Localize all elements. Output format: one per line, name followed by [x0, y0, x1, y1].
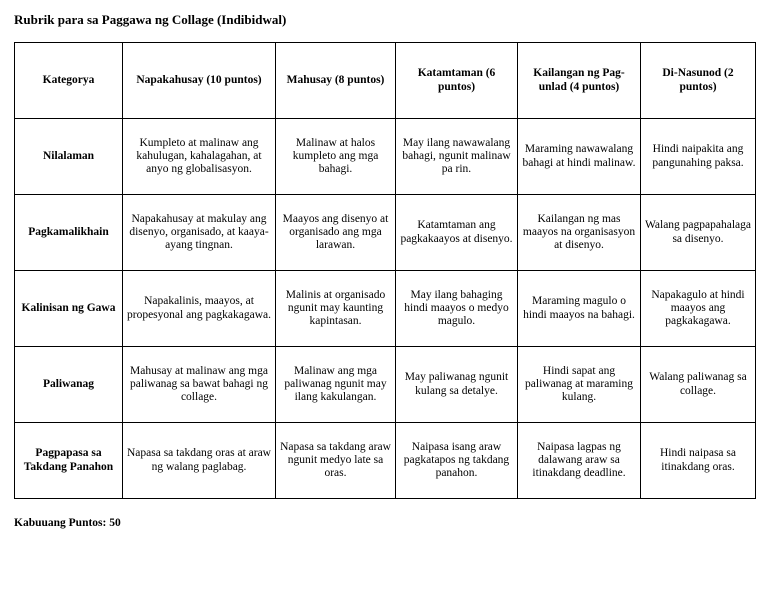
table-cell: Napakahusay at makulay ang disenyo, organisado, at kaaya-ayang tingnan.	[123, 195, 276, 271]
table-cell: Napakagulo at hindi maayos ang pagkakagawa.	[641, 271, 756, 347]
table-cell: Malinaw ang mga paliwanag ngunit may ilang kakulangan.	[276, 347, 396, 423]
category-cell: Kalinisan ng Gawa	[15, 271, 123, 347]
table-cell: Maraming magulo o hindi maayos na bahagi.	[518, 271, 641, 347]
table-cell: Katamtaman ang pagkakaayos at disenyo.	[396, 195, 518, 271]
table-cell: Maayos ang disenyo at organisado ang mga larawan.	[276, 195, 396, 271]
table-cell: May ilang nawawalang bahagi, ngunit malinaw pa rin.	[396, 119, 518, 195]
rubric-table	[14, 42, 756, 499]
table-cell: Malinaw at halos kumpleto ang mga bahagi.	[276, 119, 396, 195]
table-cell: Hindi sapat ang paliwanag at maraming kulang.	[518, 347, 641, 423]
table-cell: May ilang bahaging hindi maayos o medyo magulo.	[396, 271, 518, 347]
header-kategorya: Kategorya	[15, 43, 123, 119]
table-cell: Napasa sa takdang oras at araw ng walang paglabag.	[123, 423, 276, 499]
page-title: Rubrik para sa Paggawa ng Collage (Indibidwal)	[14, 12, 287, 27]
table-cell: Mahusay at malinaw ang mga paliwanag sa bawat bahagi ng collage.	[123, 347, 276, 423]
table-cell: Kailangan ng mas maayos na organisasyon at disenyo.	[518, 195, 641, 271]
table-cell: Walang pagpapahalaga sa disenyo.	[641, 195, 756, 271]
category-cell: Pagkamalikhain	[15, 195, 123, 271]
header-katamtaman: Katamtaman (6 puntos)	[396, 43, 518, 119]
table-row	[15, 195, 756, 271]
header-di-nasunod: Di-Nasunod (2 puntos)	[641, 43, 756, 119]
table-cell: May paliwanag ngunit kulang sa detalye.	[396, 347, 518, 423]
table-row	[15, 423, 756, 499]
table-row	[15, 271, 756, 347]
table-cell: Napasa sa takdang araw ngunit medyo late sa oras.	[276, 423, 396, 499]
table-cell: Malinis at organisado ngunit may kaunting kapintasan.	[276, 271, 396, 347]
header-mahusay: Mahusay (8 puntos)	[276, 43, 396, 119]
table-cell: Maraming nawawalang bahagi at hindi malinaw.	[518, 119, 641, 195]
table-cell: Hindi naipasa sa itinakdang oras.	[641, 423, 756, 499]
category-cell: Nilalaman	[15, 119, 123, 195]
table-cell: Kumpleto at malinaw ang kahulugan, kahalagahan, at anyo ng globalisasyon.	[123, 119, 276, 195]
category-cell: Pagpapasa sa Takdang Panahon	[15, 423, 123, 499]
table-cell: Naipasa lagpas ng dalawang araw sa itinakdang deadline.	[518, 423, 641, 499]
total-points: Kabuuang Puntos: 50	[14, 517, 121, 529]
category-cell: Paliwanag	[15, 347, 123, 423]
header-kailangan-ng-pag-unlad: Kailangan ng Pag-unlad (4 puntos)	[518, 43, 641, 119]
table-header-row	[15, 43, 756, 119]
table-row	[15, 119, 756, 195]
table-cell: Hindi naipakita ang pangunahing paksa.	[641, 119, 756, 195]
table-row	[15, 347, 756, 423]
table-cell: Walang paliwanag sa collage.	[641, 347, 756, 423]
header-napakahusay: Napakahusay (10 puntos)	[123, 43, 276, 119]
table-cell: Naipasa isang araw pagkatapos ng takdang panahon.	[396, 423, 518, 499]
table-cell: Napakalinis, maayos, at propesyonal ang pagkakagawa.	[123, 271, 276, 347]
